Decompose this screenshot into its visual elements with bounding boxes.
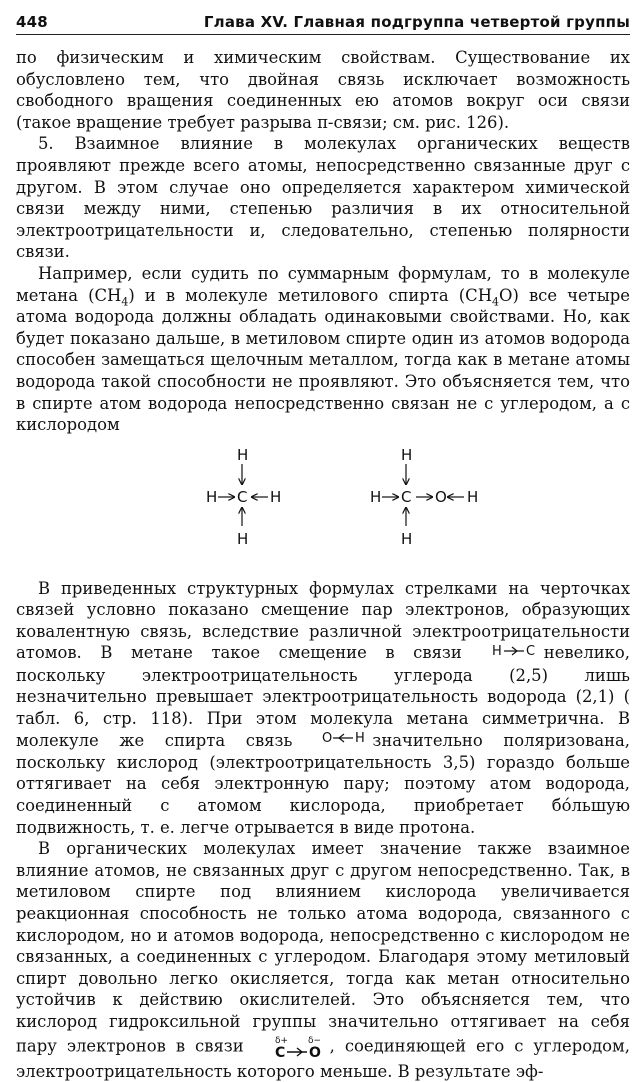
methane-c: C xyxy=(237,487,248,506)
delta-minus: δ− xyxy=(307,1035,321,1046)
methanol-h-left: H xyxy=(370,487,382,506)
bond-o-h-glyph xyxy=(320,730,366,746)
methanol-formula xyxy=(346,446,496,564)
bond-o-h-right: H xyxy=(355,731,366,747)
p4-text-a: В приведенных структурных формулах стрелками на черточках связей условно показано смещение пар электронов, образующих ковалентную связь, вследствие различной электроотрицательности атомов. В метане такое смещение в связи xyxy=(16,578,630,663)
methanol-h-top: H xyxy=(401,445,413,464)
bond-h-c-left: H xyxy=(491,644,502,660)
bond-c-o xyxy=(250,1033,324,1061)
bond-o-h xyxy=(298,730,366,752)
paragraph-5 xyxy=(16,838,630,1082)
p3-text-a: Например, если судить по суммарным формулам, то в молекуле метана (CH xyxy=(16,263,630,305)
p4-text-c: значительно поляризована, поскольку кислород (электроотрицательность 3,5) гораздо больше оттягивает на себя электронную пару; поэтому атом водорода, соединенный с атомом кислорода, приобретает бо́льшую подвижность, т. е. легче отрывается в виде протона. xyxy=(16,730,630,837)
methane-h-right: H xyxy=(270,487,282,506)
p3-text-b: ) и в молекуле метилового спирта (CH xyxy=(128,285,493,305)
bond-h-c-glyph xyxy=(490,643,538,659)
bond-c-o-glyph xyxy=(272,1033,324,1061)
paragraph-4 xyxy=(16,578,630,839)
structural-formulas xyxy=(16,446,630,564)
bond-h-c xyxy=(468,643,538,665)
delta-plus: δ+ xyxy=(274,1035,288,1046)
methane-h-bottom: H xyxy=(237,529,249,548)
methanol-c: C xyxy=(401,487,412,506)
p3-subscript-2: 4 xyxy=(492,294,500,308)
p3-text-c: O) все четыре атома водорода должны обладать одинаковыми свойствами. Но, как будет показано дальше, в метиловом спирте один из атомов водорода способен замещаться щелочным металлом, тогда как в метане атомы водорода такой способности не проявляют. Это объясняется тем, что в спирте атом водорода непосредственно связан не с углеродом, а с кислородом xyxy=(16,285,630,435)
bond-h-c-right: C xyxy=(525,644,535,660)
bond-o-h-left: O xyxy=(322,731,333,747)
methanol-o: O xyxy=(435,487,447,506)
paragraph-3 xyxy=(16,263,630,436)
bond-c-o-left: C xyxy=(274,1044,285,1061)
methanol-h-right: H xyxy=(467,487,479,506)
p3-subscript-1: 4 xyxy=(121,294,129,308)
paragraph-1: по физическим и химическим свойствам. Существование их обусловлено тем, что двойная связь исключает возможность свободного вращения соединенных ею атомов вокруг оси связи (такое вращение требует разрыва π-связи; см. рис. 126). xyxy=(16,48,630,132)
p4-text-b: невелико, поскольку электроотрицательность углерода (2,5) лишь незначительно превышает электроотрицательность водорода (2,1) ( табл. 6, стр. 118). При этом молекула метана симметрична. В молекуле же спирта связь xyxy=(16,643,630,750)
running-header xyxy=(16,12,630,35)
bond-c-o-right: O xyxy=(308,1044,321,1061)
methane-h-top: H xyxy=(237,445,249,464)
page-number: 448 xyxy=(16,13,48,31)
methanol-h-bottom: H xyxy=(401,529,413,548)
methane-formula xyxy=(186,446,366,564)
paragraph-2: 5. Взаимное влияние в молекулах органических веществ проявляют прежде всего атомы, непосредственно связанные друг с другом. В этом случае оно определяется характером химической связи между ними, степенью различия в их относительной электроотрицательности и, следовательно, степенью полярности связи. xyxy=(16,134,630,262)
p5-text-a: В органических молекулах имеет значение также взаимное влияние атомов, не связанных друг с другом непосредственно. Так, в метиловом спирте под влиянием кислорода увеличивается реакционная способность не только атома водорода, связанного с кислородом, но и атомов водорода, непосредственно с кислородом не связанных, а соединенных с углеродом. Благодаря этому метиловый спирт довольно легко окисляется, тогда как метан относительно устойчив к действию окислителей. Это объясняется тем, что кислород гидроксильной группы значительно оттягивает на себя пару электронов в связи xyxy=(16,839,630,1056)
methane-h-left: H xyxy=(206,487,218,506)
chapter-title: Глава XV. Главная подгруппа четвертой группы xyxy=(203,13,630,31)
p5-text-b: , соединяющей его с углеродом, электроотрицательность которого меньше. В результате эф- xyxy=(16,1036,631,1081)
